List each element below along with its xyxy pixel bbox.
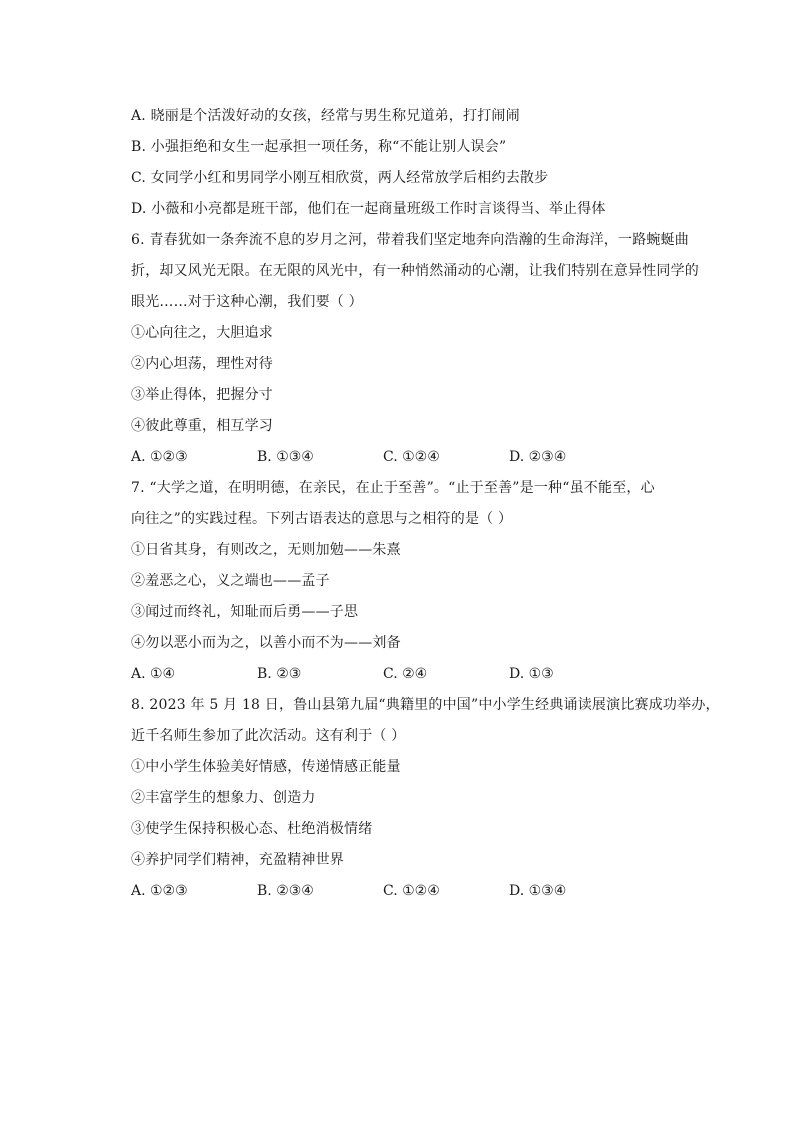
q6-item-4: ④彼此尊重，相互学习 [131, 418, 273, 434]
q7-item-1: ①日省其身，有则改之，无则加勉——朱熹 [131, 542, 401, 558]
q6-choice-b: B. ①③④ [257, 449, 314, 465]
q6-item-1: ①心向往之，大胆追求 [131, 325, 273, 341]
q5-option-b: B. 小强拒绝和女生一起承担一项任务，称“不能让别人误会” [131, 139, 507, 155]
q6-item-3: ③举止得体，把握分寸 [131, 387, 273, 403]
q6-item-2: ②内心坦荡，理性对待 [131, 356, 273, 372]
q7-item-3: ③闻过而终礼，知耻而后勇——子思 [131, 604, 359, 620]
q7-choice-a: A. ①④ [131, 666, 176, 682]
q7-choice-b: B. ②③ [257, 666, 302, 682]
q7-stem-line-1: 7. “大学之道，在明明德，在亲民，在止于至善”。“止于至善”是一种“虽不能至，心 [131, 480, 655, 496]
question-8 [131, 690, 720, 907]
q7-item-2: ②羞恶之心，义之端也——孟子 [131, 573, 330, 589]
q5-option-d: D. 小薇和小亮都是班干部，他们在一起商量班级工作时言谈得当、举止得体 [131, 201, 606, 217]
q5-option-a: A. 晓丽是个活泼好动的女孩，经常与男生称兄道弟，打打闹闹 [131, 108, 520, 124]
q6-stem-line-3: 眼光……对于这种心潮，我们要（ ） [131, 294, 363, 310]
q7-choice-c: C. ②④ [383, 666, 428, 682]
q6-choice-c: C. ①②④ [383, 449, 440, 465]
q7-stem-line-2: 向往之”的实践过程。下列古语表达的意思与之相符的是（ ） [131, 511, 513, 527]
q8-item-2: ②丰富学生的想象力、创造力 [131, 790, 316, 806]
q8-item-4: ④养护同学们精神，充盈精神世界 [131, 852, 344, 868]
question-7 [131, 473, 696, 690]
q8-item-3: ③使学生保持积极心态、杜绝消极情绪 [131, 821, 373, 837]
q6-stem-line-1: 6. 青春犹如一条奔流不息的岁月之河，带着我们坚定地奔向浩瀚的生命海洋，一路蜿蜒曲 [131, 232, 690, 248]
q7-item-4: ④勿以恶小而为之，以善小而不为——刘备 [131, 635, 401, 651]
q6-choices [131, 442, 696, 473]
q8-choice-a: A. ①②③ [131, 883, 188, 899]
question-6 [131, 225, 699, 473]
q8-choices [131, 876, 696, 907]
q5-option-c: C. 女同学小红和男同学小刚互相欣赏，两人经常放学后相约去散步 [131, 170, 549, 186]
q8-item-1: ①中小学生体验美好情感，传递情感正能量 [131, 759, 401, 775]
q5-options [131, 101, 696, 225]
q7-choices [131, 659, 696, 690]
q6-choice-d: D. ②③④ [509, 449, 567, 465]
q8-choice-b: B. ②③④ [257, 883, 314, 899]
question-content [131, 101, 720, 907]
q8-choice-d: D. ①③④ [509, 883, 567, 899]
q7-choice-d: D. ①③ [509, 666, 554, 682]
q8-choice-c: C. ①②④ [383, 883, 440, 899]
q6-choice-a: A. ①②③ [131, 449, 188, 465]
q8-stem-line-2: 近千名师生参加了此次活动。这有利于（ ） [131, 728, 406, 744]
q6-stem-line-2: 折，却又风光无限。在无限的风光中，有一种悄然涌动的心潮，让我们特别在意异性同学的 [131, 263, 699, 279]
q8-stem-line-1: 8. 2023 年 5 月 18 日，鲁山县第九届“典籍里的中国”中小学生经典诵读展演比赛成功举办， [131, 697, 720, 713]
